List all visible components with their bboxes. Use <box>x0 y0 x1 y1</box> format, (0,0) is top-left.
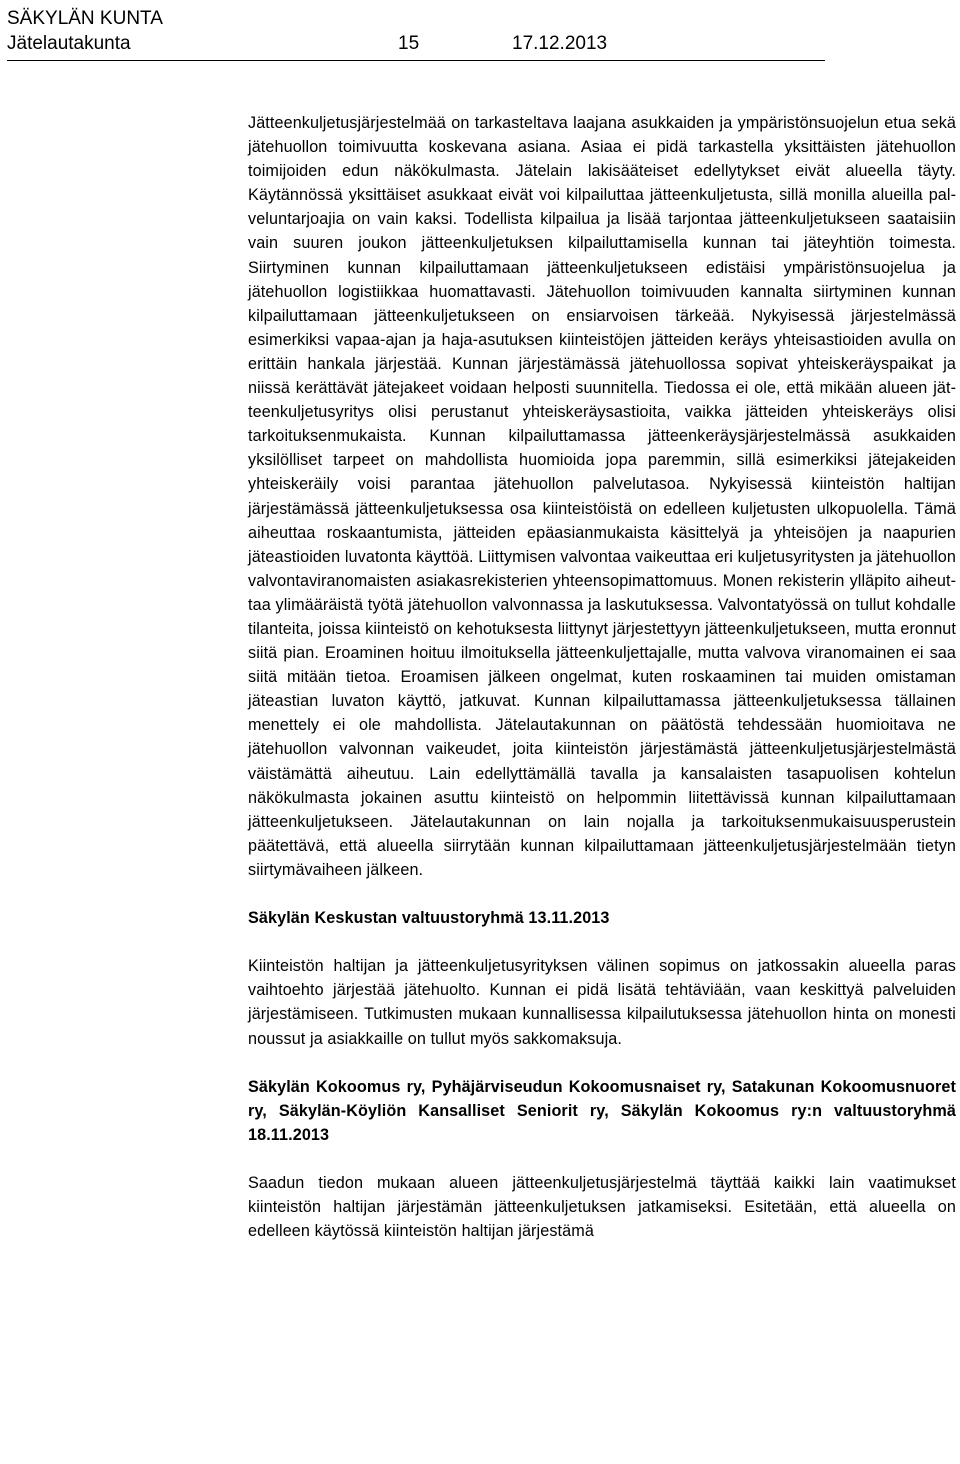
meeting-date: 17.12.2013 <box>512 33 608 54</box>
header-divider <box>7 60 825 61</box>
body-paragraph-1: Jätteenkuljetusjärjestelmää on tarkasteltava laajana asukkaiden ja ympäristönsuojelun etua sekä jätehuollon toimivuutta koskevana asiana. Asiaa ei pidä tarkastella yksittäisten jätehuollon toimijoiden edun näkökulmasta. Jätelain lakisääteiset edellytykset eivät alueella täyty. Käytännössä yksittäiset asukkaat eivät voi kilpailuttaa jätteenkuljetusta, sillä monilla alueilla palveluntarjoajia on vain kaksi. Todellista kilpailua ja lisää tarjontaa jätteenkuljetukseen saataisiin vain suuren joukon jätteenkuljetuksen kilpailuttamisella kunnan tai jäteyhtiön toimesta. Siirtyminen kunnan kilpailuttamaan jätteenkuljetukseen edistäisi ympäristönsuojelua ja jätehuollon logistiikkaa huomattavasti. Jätehuollon toimivuuden kannalta siirtyminen kunnan kilpailuttamaan jätteenkuljetukseen on ensiarvoisen tärkeää. Nykyisessä järjestelmässä esimerkiksi vapaa-ajan ja haja-asutuksen kiinteistöjen jätteiden keräys yhteisastioiden avulla on erittäin hankala järjestää. Kunnan järjestämässä jätehuollossa sopivat yhteiskeräyspaikat ja niissä kerättävät jätejakeet voidaan helposti suunnitella. Tiedossa ei ole, että mikään alueen jätteenkuljetusyritys olisi perustanut yhteiskeräysastioita, vaikka jätteiden yhteiskeräys olisi tarkoituksenmukaista. Kunnan kilpailuttamassa jätteenkeräysjärjestelmässä asukkaiden yksilölliset tarpeet on mahdollista huomioida jopa paremmin, sillä esimerkiksi jätejakeiden yhteiskeräily voisi parantaa jätehuollon palvelutasoa. Nykyisessä kiinteistön haltijan järjestämässä jätteenkuljetuksessa osa kiinteistöistä on edelleen kuljetusten ulkopuolella. Tämä aiheuttaa roskaantumista, jätteiden epäasianmukaista käsittelyä ja yhteisöjen ja naapurien jäteastioiden luvatonta käyttöä. Liittymisen valvontaa vaikeuttaa eri kuljetusyritysten ja jätehuollon valvontaviranomaisten asiakasrekisterien yhteensopimattomuus. Monen rekisterin ylläpito aiheuttaa ylimääräistä työtä jätehuollon valvonnassa ja laskutuksessa. Valvontatyössä on tullut kohdalle tilanteita, joissa kiinteistö on kehotuksesta liittynyt järjestettyyn jätteenkuljetukseen, mutta eronnut siitä pian. Eroaminen hoituu ilmoituksella jätteenkuljettajalle, mutta valvova viranomainen ei saa siitä mitään tietoa. Eroamisen jälkeen ongelmat, kuten roskaaminen tai muiden omistaman jäteastian luvaton käyttö, jatkuvat. Kunnan kilpailuttamassa jätteenkuljetuksessa tällainen menettely ei ole mahdollista. Jätelautakunnan on päätöstä tehdessään huomioitava ne jätehuollon valvonnan vaikeudet, joita kiinteistön järjestämästä jätteenkuljetusjärjestelmästä väistämättä aiheutuu. Lain edellyttämällä tavalla ja kansalaisten tasapuolisen kohtelun näkökulmasta jokainen asuttu kiinteistö on helpommin liitettävissä kunnan kilpailuttamaan jätteenkuljetukseen. Jätelautakunnan on lain nojalla ja tarkoituksenmukaisuusperustein päätettävä, että alueella siirrytään kunnan kilpailuttamaan jätteenkuljetusjärjestelmään tietyn siirtymävaiheen jälkeen. <box>248 114 956 879</box>
paragraph-spacer <box>248 1051 956 1075</box>
page-header <box>7 6 825 56</box>
document-body <box>248 111 956 1243</box>
paragraph-spacer <box>248 882 956 906</box>
body-paragraph-2: Kiinteistön haltijan ja jätteenkuljetusyrityksen välinen sopimus on jatkossakin alueella paras vaihtoehto järjestää jätehuolto. Kunnan ei pidä lisätä tehtäviään, vaan keskittyä palveluiden järjestämiseen. Tutkimusten mukaan kunnallisessa kilpailutuksessa jätehuollon hinta on monesti noussut ja asiakkaille on tullut myös sakkomaksuja. <box>248 957 956 1048</box>
section-heading-keskusta: Säkylän Keskustan valtuustoryhmä 13.11.2013 <box>248 909 610 928</box>
organization-name: SÄKYLÄN KUNTA <box>7 8 163 29</box>
header-meta-row <box>7 31 825 56</box>
body-paragraph-3: Saadun tiedon mukaan alueen jätteenkuljetusjärjestelmä täyttää kaikki lain vaatimukset kiinteistön haltijan järjestämän jätteenkuljetuksen jatkamiseksi. Esitetään, että alueella on edelleen käytössä kiinteistön haltijan järjestämä <box>248 1174 956 1241</box>
paragraph-spacer <box>248 1147 956 1171</box>
page-number: 15 <box>398 33 420 54</box>
committee-name: Jätelautakunta <box>7 33 131 54</box>
header-org-row <box>7 6 825 31</box>
section-heading-kokoomus: Säkylän Kokoomus ry, Pyhäjärviseudun Kokoomusnaiset ry, Satakunan Kokoomusnuoret ry, Säkylän-Köyliön Kansalliset Seniorit ry, Säkylän Kokoomus ry:n valtuustoryhmä 18.11.2013 <box>248 1077 956 1144</box>
paragraph-spacer <box>248 930 956 954</box>
